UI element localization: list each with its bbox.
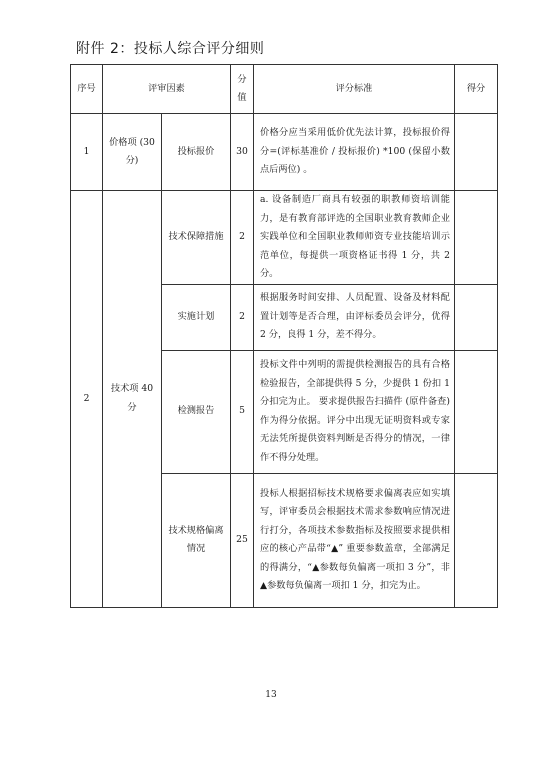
item-name: 检测报告 <box>162 350 231 473</box>
group-no: 2 <box>71 191 103 608</box>
item-criteria: 根据服务时间安排、人员配置、设备及材料配置计划等是否合理，由评标委员会评分，优得 2 分，良得 1 分，差不得分。 <box>254 284 455 350</box>
header-factor: 评审因素 <box>103 65 231 114</box>
item-name: 技术规格偏离情况 <box>162 473 231 607</box>
item-result-cell <box>455 350 498 473</box>
item-criteria: 价格分应当采用低价优先法计算，投标报价得分=(评标基准价 / 投标报价) *100 (保留小数点后两位) 。 <box>254 114 455 191</box>
item-result-cell <box>455 191 498 285</box>
item-result-cell <box>455 114 498 191</box>
table-header-row <box>71 65 498 114</box>
header-no: 序号 <box>71 65 103 114</box>
item-score: 25 <box>231 473 254 607</box>
item-name: 实施计划 <box>162 284 231 350</box>
header-score: 分值 <box>231 65 254 114</box>
header-result: 得分 <box>455 65 498 114</box>
item-score: 2 <box>231 284 254 350</box>
item-result-cell <box>455 473 498 607</box>
item-name: 技术保障措施 <box>162 191 231 285</box>
header-standard: 评分标准 <box>254 65 455 114</box>
group-no: 1 <box>71 114 103 191</box>
item-criteria: 投标人根据招标技术规格要求偏离表应如实填写，评审委员会根据技术需求参数响应情况进行打分，各项技术参数指标及按照要求提供相应的核心产品带“▲” 重要参数盖章，全部满足的得满分，“▲参数每负偏离一项扣 3 分”，非▲参数每负偏离一项扣 1 分，扣完为止。 <box>254 473 455 607</box>
item-result-cell <box>455 284 498 350</box>
table-row <box>71 191 498 285</box>
item-score: 30 <box>231 114 254 191</box>
item-criteria: a. 设备制造厂商具有较强的职教师资培训能力，是有教育部评选的全国职业教育教师企业实践单位和全国职业教师师资专业技能培训示范单位，每提供一项资格证书得 1 分，共 2 分。 <box>254 191 455 285</box>
page-number: 13 <box>265 690 277 700</box>
scoring-table <box>70 64 498 608</box>
item-name: 投标报价 <box>162 114 231 191</box>
table-row <box>71 114 498 191</box>
item-score: 5 <box>231 350 254 473</box>
group-name: 价格项 (30 分) <box>103 114 162 191</box>
item-criteria: 投标文件中列明的需提供检测报告的具有合格检验报告，全部提供得 5 分，少提供 1 份扣 1 分扣完为止。 要求提供报告扫描件 (原件备查) 作为得分依据。评分中出现无证明资料或专家无法凭所提供资料判断是否得分的情况，一律作不得分处理。 <box>254 350 455 473</box>
page-title: 附件 2：投标人综合评分细则 <box>76 41 265 57</box>
item-score: 2 <box>231 191 254 285</box>
group-name: 技术项 40 分 <box>103 191 162 608</box>
